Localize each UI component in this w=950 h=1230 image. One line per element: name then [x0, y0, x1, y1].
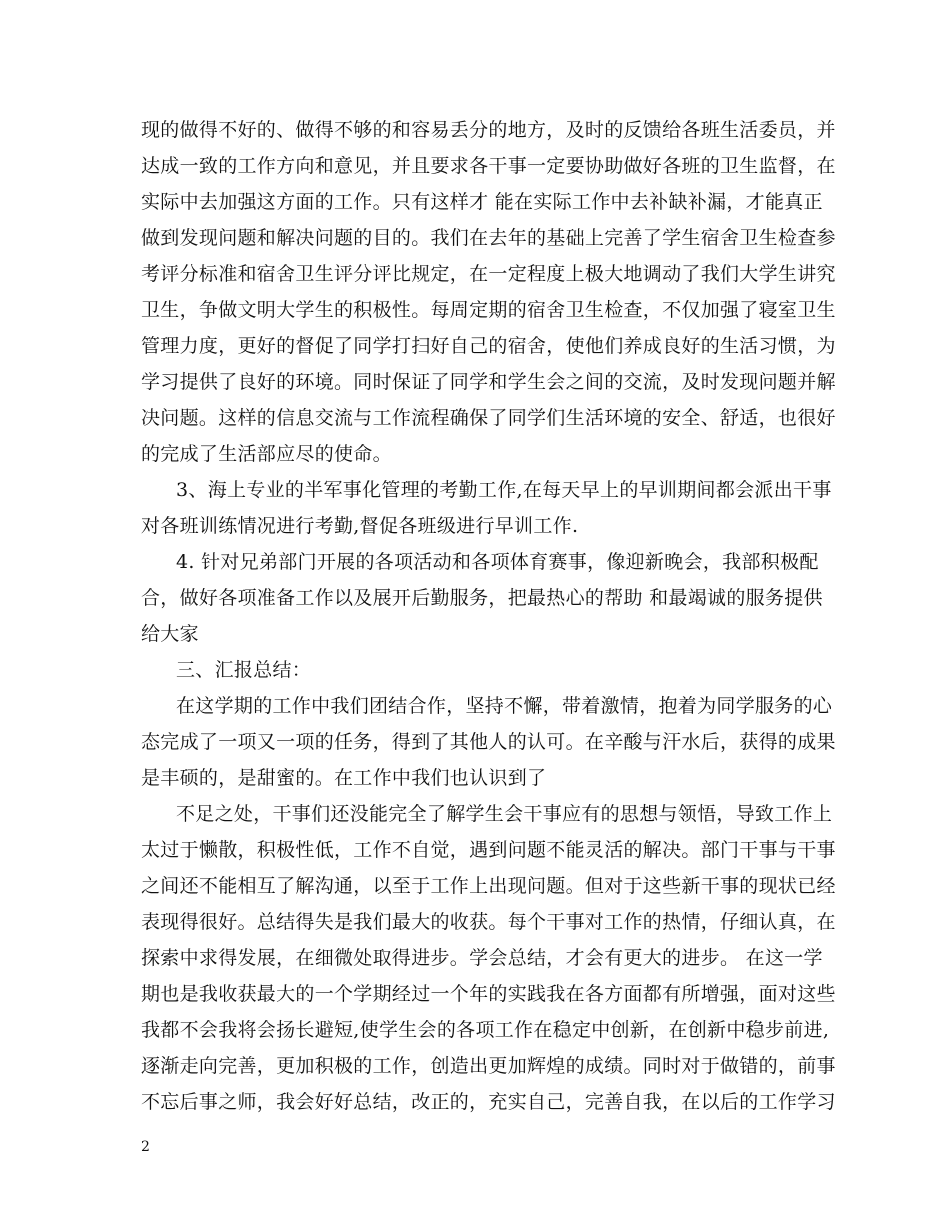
page-number: 2 [141, 1139, 150, 1155]
body-text-line: 考评分标准和宿舍卫生评分评比规定，在一定程度上极大地调动了我们大学生讲究 [141, 263, 836, 285]
body-text-line: 卫生，争做文明大学生的积极性。每周定期的宿舍卫生检查，不仅加强了寝室卫生 [141, 299, 836, 321]
section-heading: 三、汇报总结： [176, 659, 312, 681]
body-text-line: 逐渐走向完善，更加积极的工作，创造出更加辉煌的成绩。同时对于做错的，前事 [141, 1055, 836, 1077]
body-text-line: 实际中去加强这方面的工作。只有这样才 能在实际工作中去补缺补漏，才能真正 [141, 191, 823, 213]
body-text-line: 对各班训练情况进行考勤,督促各班级进行早训工作. [141, 515, 579, 537]
body-text-line: 学习提供了良好的环境。同时保证了同学和学生会之间的交流，及时发现问题并解 [141, 371, 836, 393]
body-text-line: 态完成了一项又一项的任务，得到了其他人的认可。在辛酸与汗水后，获得的成果 [141, 731, 836, 753]
numbered-paragraph-line: 4. 针对兄弟部门开展的各项活动和各项体育赛事，像迎新晚会，我部积极配 [176, 551, 819, 573]
body-text-line: 不忘后事之师，我会好好总结，改正的，充实自己，完善自我，在以后的工作学习 [141, 1091, 836, 1113]
body-text-line: 做到发现问题和解决问题的目的。我们在去年的基础上完善了学生宿舍卫生检查参 [141, 227, 836, 249]
body-text-line: 表现得很好。总结得失是我们最大的收获。每个干事对工作的热情，仔细认真，在 [141, 911, 836, 933]
body-text-line: 现的做得不好的、做得不够的和容易丢分的地方，及时的反馈给各班生活委员，并 [141, 119, 836, 141]
body-text-line: 合，做好各项准备工作以及展开后勤服务，把最热心的帮助 和最竭诚的服务提供 [141, 587, 823, 609]
body-text-line: 之间还不能相互了解沟通，以至于工作上出现问题。但对于这些新干事的现状已经 [141, 875, 836, 897]
body-text-line: 期也是我收获最大的一个学期经过一个年的实践我在各方面都有所增强，面对这些 [141, 983, 836, 1005]
body-text-line: 管理力度，更好的督促了同学打扫好自己的宿舍，使他们养成良好的生活习惯，为 [141, 335, 836, 357]
body-text-line: 太过于懒散，积极性低，工作不自觉，遇到问题不能灵活的解决。部门干事与干事 [141, 839, 836, 861]
body-text-line: 我都不会我将会扬长避短,使学生会的各项工作在稳定中创新，在创新中稳步前进, [141, 1019, 830, 1041]
numbered-paragraph-line: 3、海上专业的半军事化管理的考勤工作,在每天早上的早训期间都会派出干事 [176, 479, 832, 501]
body-text-line: 的完成了生活部应尽的使命。 [141, 443, 392, 465]
paragraph-first-line: 不足之处，干事们还没能完全了解学生会干事应有的思想与领悟，导致工作上 [176, 803, 833, 825]
body-text-line: 是丰硕的，是甜蜜的。在工作中我们也认识到了 [141, 767, 547, 789]
body-text-line: 决问题。这样的信息交流与工作流程确保了同学们生活环境的安全、舒适，也很好 [141, 407, 836, 429]
body-text-line: 探索中求得发展，在细微处取得进步。学会总结，才会有更大的进步。 在这一学 [141, 947, 823, 969]
paragraph-first-line: 在这学期的工作中我们团结合作，坚持不懈，带着激情，抱着为同学服务的心 [176, 695, 833, 717]
body-text-line: 达成一致的工作方向和意见，并且要求各干事一定要协助做好各班的卫生监督，在 [141, 155, 836, 177]
body-text-line: 给大家 [141, 623, 199, 645]
